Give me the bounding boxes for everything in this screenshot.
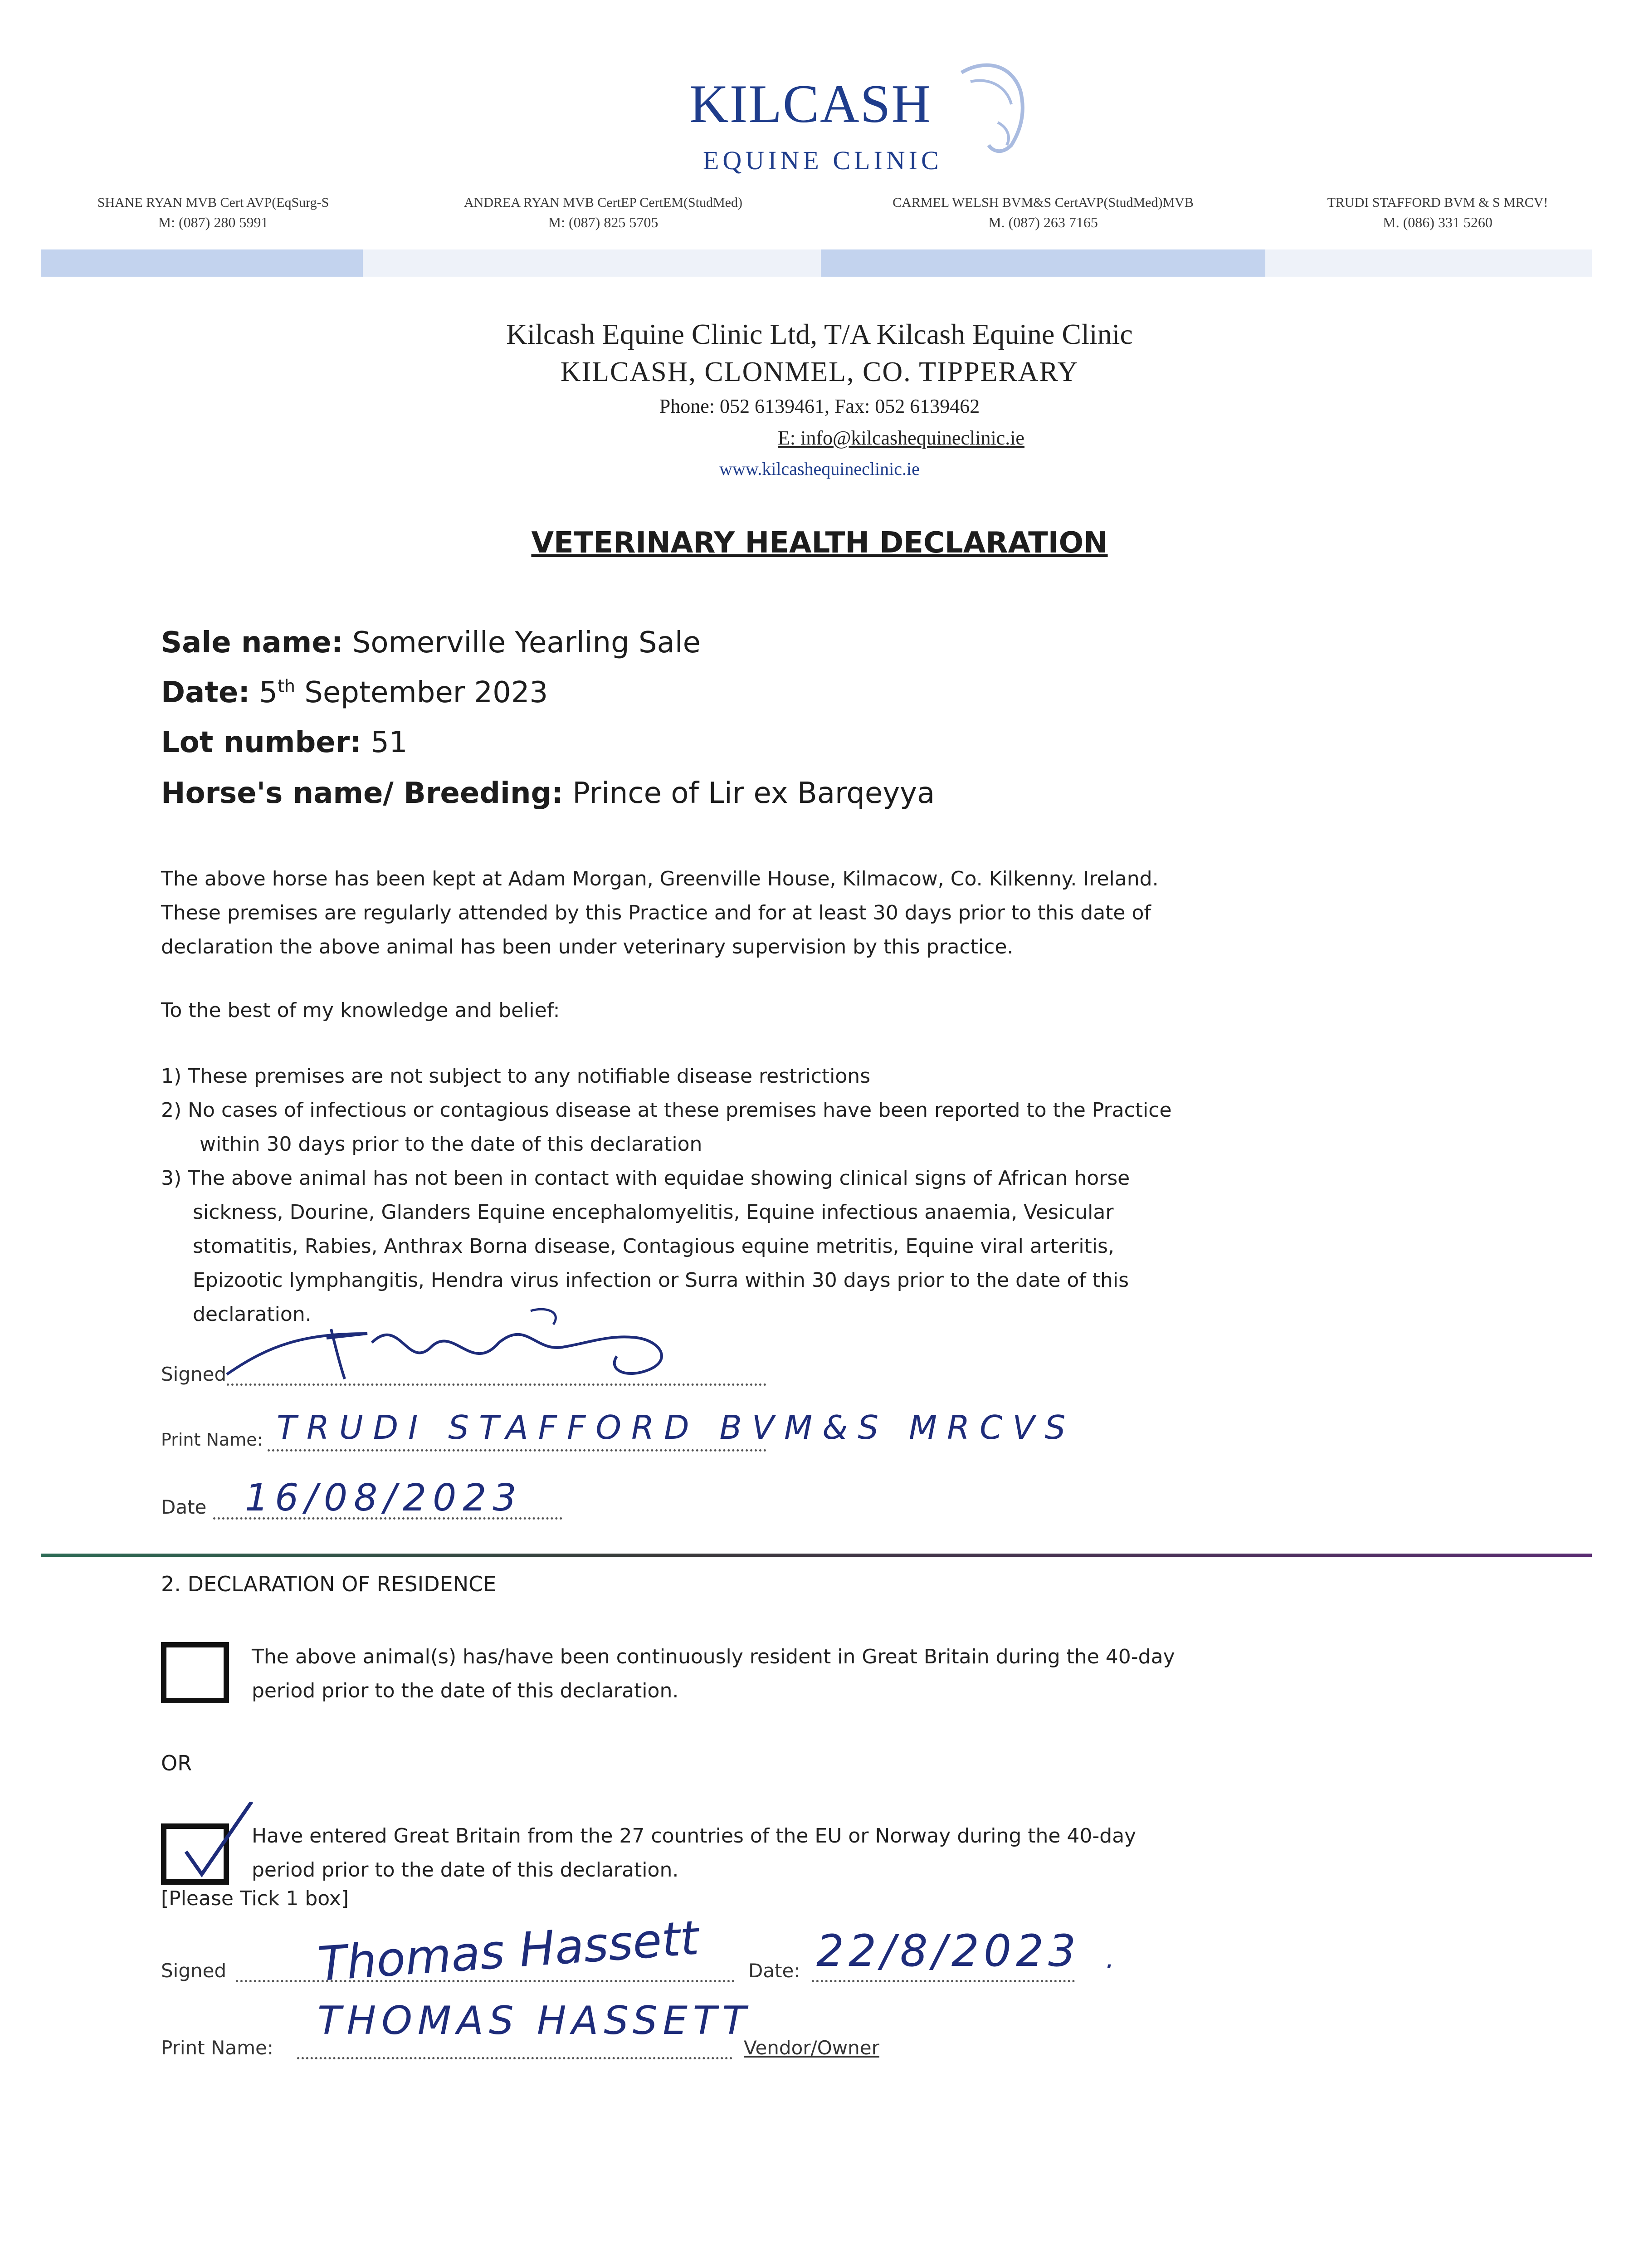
email-link[interactable]: E: info@kilcashequineclinic.ie	[778, 427, 1024, 449]
lot-number-field	[161, 726, 408, 759]
logo-subtitle: EQUINE CLINIC	[703, 146, 942, 175]
option-line: Have entered Great Britain from the 27 countries of the EU or Norway during the 40-day	[252, 1824, 1137, 1848]
owner-print-name-line[interactable]	[297, 2057, 732, 2059]
declaration-list	[161, 1059, 1172, 1331]
vet-print-name-label: Print Name:	[161, 1430, 263, 1450]
horse-name-label: Horse's name/ Breeding:	[161, 777, 563, 810]
owner-print-name-value: THOMAS HASSETT	[317, 1998, 751, 2043]
list-item-continued: sickness, Dourine, Glanders Equine encephalomyelitis, Equine infectious anaemia, Vesicular	[193, 1201, 1114, 1224]
clinic-address: KILCASH, CLONMEL, CO. TIPPERARY	[560, 357, 1079, 387]
horse-head-icon	[943, 54, 1034, 159]
vet-signature-image	[218, 1306, 717, 1388]
clinic-email[interactable]	[82, 426, 1639, 450]
tick-instruction: [Please Tick 1 box]	[161, 1887, 349, 1910]
vet-signed-label: Signed	[161, 1363, 227, 1385]
vet-mobile: M. (086) 331 5260	[1383, 214, 1493, 230]
vet-contact	[399, 195, 807, 231]
option-line: period prior to the date of this declaration.	[252, 1679, 679, 1702]
resident-gb-checkbox[interactable]	[161, 1642, 229, 1703]
list-item: 2) No cases of infectious or contagious disease at these premises have been reported to the Practice	[161, 1099, 1172, 1122]
owner-signature: Thomas Hassett	[316, 1910, 701, 1992]
paragraph-line: The above horse has been kept at Adam Morgan, Greenville House, Kilmacow, Co. Kilkenny. Ireland.	[161, 867, 1159, 890]
belief-statement: To the best of my knowledge and belief:	[161, 999, 560, 1022]
horse-name-value: Prince of Lir ex Barqeyya	[572, 777, 935, 810]
entered-gb-checkbox[interactable]	[161, 1823, 229, 1885]
vet-mobile: M. (087) 263 7165	[988, 214, 1098, 230]
vet-name: TRUDI STAFFORD BVM & S MRCV!	[1327, 195, 1548, 210]
entered-gb-text	[252, 1819, 1136, 1887]
horse-name-field	[161, 777, 935, 810]
header-band	[41, 249, 1592, 277]
sale-date-label: Date:	[161, 676, 250, 709]
sale-date-day: 5	[259, 676, 278, 709]
option-line: period prior to the date of this declaration.	[252, 1858, 679, 1882]
owner-date-value: 22/8/2023	[816, 1926, 1081, 1976]
premises-paragraph	[161, 862, 1159, 964]
vet-contact	[41, 195, 385, 231]
date-trailing-mark: ·	[1104, 1950, 1113, 1982]
vet-date-label: Date	[161, 1496, 207, 1518]
vet-print-name-line[interactable]	[268, 1449, 766, 1452]
paragraph-line: These premises are regularly attended by this Practice and for at least 30 days prior to this date of	[161, 901, 1151, 924]
sale-name-value: Somerville Yearling Sale	[352, 626, 701, 660]
vet-mobile: M: (087) 280 5991	[158, 214, 268, 230]
sale-date-suffix: th	[277, 676, 295, 696]
clinic-website[interactable]: www.kilcashequineclinic.ie	[719, 459, 920, 479]
vet-contact	[1279, 195, 1596, 231]
vet-print-name-value: TRUDI STAFFORD BVM&S MRCVS	[277, 1408, 1076, 1447]
list-item-continued: within 30 days prior to the date of this declaration	[200, 1133, 702, 1156]
option-line: The above animal(s) has/have been continuously resident in Great Britain during the 40-day	[252, 1645, 1175, 1668]
clinic-logo	[671, 54, 1034, 175]
sale-date-field	[161, 676, 548, 709]
section-divider	[41, 1554, 1592, 1557]
owner-signature-line[interactable]	[236, 1980, 735, 1982]
sale-name-field	[161, 626, 701, 660]
vet-name: ANDREA RYAN MVB CertEP CertEM(StudMed)	[464, 195, 742, 210]
owner-print-name-label: Print Name:	[161, 2037, 274, 2059]
paragraph-line: declaration the above animal has been under veterinary supervision by this practice.	[161, 935, 1014, 958]
list-item: 3) The above animal has not been in contact with equidae showing clinical signs of African horse	[161, 1167, 1130, 1190]
lot-number-label: Lot number:	[161, 726, 361, 759]
vet-date-value: 16/08/2023	[245, 1476, 523, 1520]
vet-mobile: M: (087) 825 5705	[548, 214, 659, 230]
sale-name-label: Sale name:	[161, 626, 343, 660]
owner-date-label: Date:	[748, 1960, 800, 1982]
clinic-phone: Phone: 052 6139461, Fax: 052 6139462	[659, 395, 980, 417]
list-item: 1) These premises are not subject to any notifiable disease restrictions	[161, 1065, 871, 1088]
owner-signed-label: Signed	[161, 1960, 227, 1982]
lot-number-value: 51	[371, 726, 408, 759]
resident-gb-text	[252, 1640, 1175, 1708]
residence-heading: 2. DECLARATION OF RESIDENCE	[161, 1572, 497, 1596]
owner-date-line[interactable]	[812, 1980, 1075, 1982]
vet-contact	[825, 195, 1261, 231]
logo-name: KILCASH	[689, 73, 932, 134]
sale-date-rest: September 2023	[304, 676, 548, 709]
tick-mark-icon	[161, 1802, 256, 1888]
vendor-owner-label: Vendor/Owner	[744, 2037, 879, 2059]
clinic-company: Kilcash Equine Clinic Ltd, T/A Kilcash Equine Clinic	[506, 318, 1133, 350]
or-label: OR	[161, 1751, 192, 1775]
vet-name: SHANE RYAN MVB Cert AVP(EqSurg-S	[97, 195, 329, 210]
list-item-continued: declaration.	[193, 1303, 312, 1326]
vet-name: CARMEL WELSH BVM&S CertAVP(StudMed)MVB	[893, 195, 1194, 210]
list-item-continued: stomatitis, Rabies, Anthrax Borna disease, Contagious equine metritis, Equine viral arteritis,	[193, 1235, 1114, 1258]
list-item-continued: Epizootic lymphangitis, Hendra virus infection or Surra within 30 days prior to the date of this	[193, 1269, 1129, 1292]
page-title: VETERINARY HEALTH DECLARATION	[531, 526, 1108, 560]
